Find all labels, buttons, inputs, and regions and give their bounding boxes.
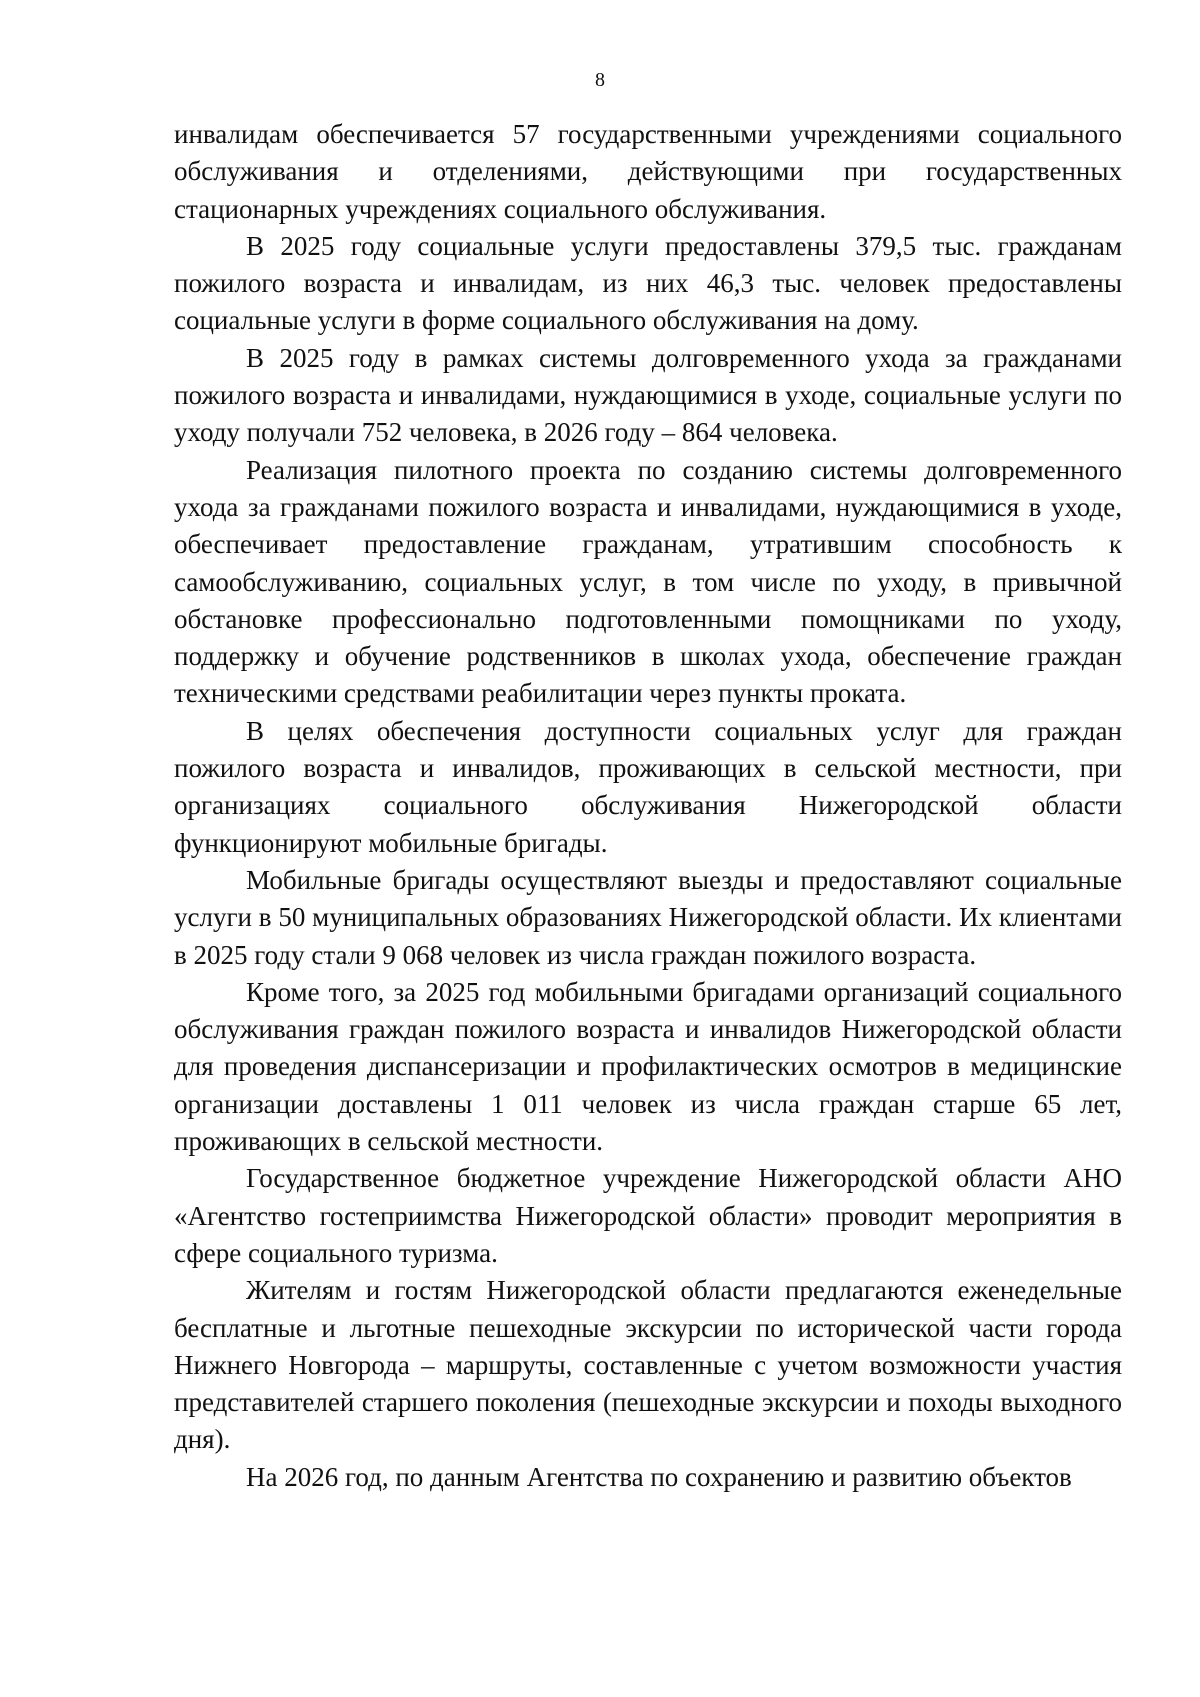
document-body	[174, 116, 1122, 1496]
page-number: 8	[595, 69, 605, 91]
paragraph-walking-tours: Жителям и гостям Нижегородской области предлагаются еженедельные бесплатные и льготные пешеходные экскурсии по исторической части города Нижнего Новгорода – маршруты, составленные с учетом возможности участия представителей старшего поколения (пешеходные экскурсии и походы выходного дня).	[174, 1275, 1122, 1455]
paragraph-mobile-brigades-intro: В целях обеспечения доступности социальных услуг для граждан пожилого возраста и инвалидов, проживающих в сельской местности, при организациях социального обслуживания Нижегородской области функционируют мобильные бригады.	[174, 715, 1122, 858]
paragraph-mobile-brigades-services: Мобильные бригады осуществляют выезды и предоставляют социальные услуги в 50 муниципальных образованиях Нижегородской области. Их клиентами в 2025 году стали 9 068 человек из числа граждан пожилого возраста.	[174, 864, 1122, 970]
paragraph-pilot-project: Реализация пилотного проекта по созданию системы долговременного ухода за гражданами пожилого возраста и инвалидами, нуждающимися в уходе, обеспечивает предоставление гражданам, утратившим способность к самообслуживанию, социальных услуг, в том числе по уходу, в привычной обстановке профессионально подготовленными помощниками по уходу, поддержку и обучение родственников в школах ухода, обеспечение граждан техническими средствами реабилитации через пункты проката.	[174, 454, 1122, 709]
paragraph-medical-examinations: Кроме того, за 2025 год мобильными бригадами организаций социального обслуживания граждан пожилого возраста и инвалидов Нижегородской области для проведения диспансеризации и профилактических осмотров в медицинские организации доставлены 1 011 человек из числа граждан старше 65 лет, проживающих в сельской местности.	[174, 976, 1122, 1157]
paragraph-continued: инвалидам обеспечивается 57 государственными учреждениями социального обслуживания и отделениями, действующими при государственных стационарных учреждениях социального обслуживания.	[174, 119, 1122, 224]
paragraph-2026-plan: На 2026 год, по данным Агентства по сохранению и развитию объектов	[246, 1461, 1072, 1492]
paragraph-hospitality-agency: Государственное бюджетное учреждение Нижегородской области АНО «Агентство гостеприимства Нижегородской области» проводит мероприятия в сфере социального туризма.	[174, 1163, 1122, 1268]
paragraph-long-term-care: В 2025 году в рамках системы долговременного ухода за гражданами пожилого возраста и инвалидами, нуждающимися в уходе, социальные услуги по уходу получали 752 человека, в 2026 году – 864 человека.	[174, 342, 1122, 448]
paragraph-social-services-2025: В 2025 году социальные услуги предоставлены 379,5 тыс. гражданам пожилого возраста и инвалидам, из них 46,3 тыс. человек предоставлены социальные услуги в форме социального обслуживания на дому.	[174, 230, 1122, 336]
